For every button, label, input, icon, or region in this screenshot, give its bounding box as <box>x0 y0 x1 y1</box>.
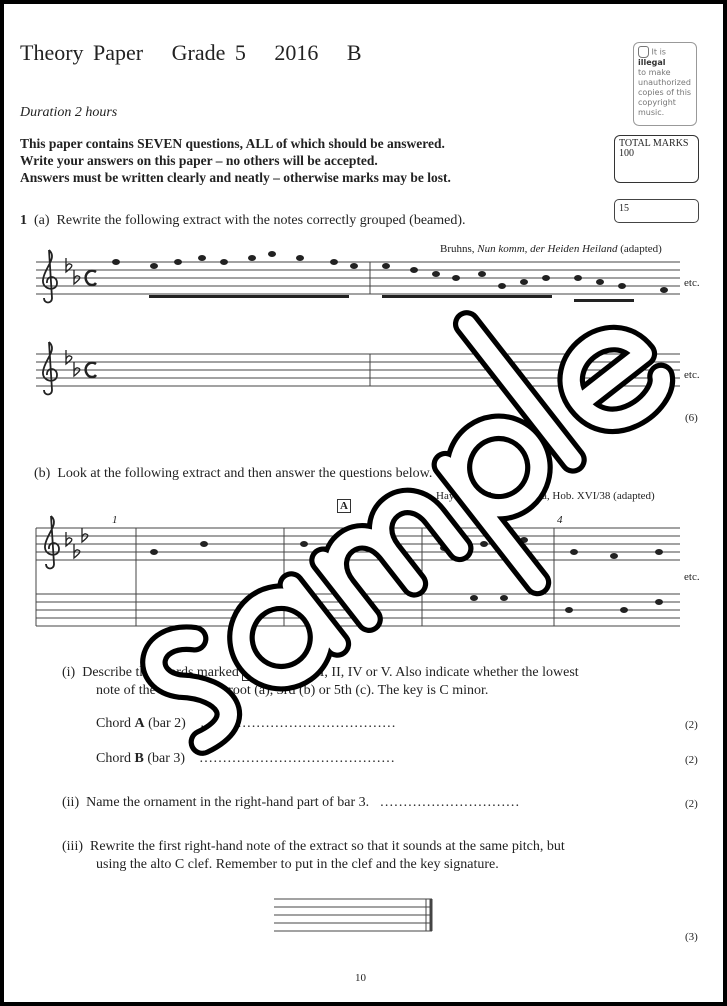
instruction-line: Write your answers on this paper – no others will be accepted. <box>20 153 378 168</box>
etc-label: etc. <box>684 571 700 583</box>
marks: (2) <box>685 719 698 731</box>
q1b-prompt: (b) Look at the following extract and then answer the questions below. <box>34 466 433 481</box>
q1a-source: Bruhns, Nun komm, der Heiden Heiland (adapted) <box>440 243 662 255</box>
marks: (6) <box>685 412 698 424</box>
treble-clef-icon <box>45 516 59 569</box>
common-time-icon <box>86 271 96 377</box>
question-marks-box: 15 <box>614 199 699 223</box>
chord-a-marker: A <box>337 499 351 513</box>
treble-clef-icon <box>43 250 57 303</box>
staff-q1b-treble <box>36 528 680 560</box>
instruction-line: Answers must be written clearly and neatly – otherwise marks may be lost. <box>20 170 451 185</box>
marks: (2) <box>685 754 698 766</box>
q1b-iii: (iii) Rewrite the first right-hand note of the extract so that it sounds at the same pitch, but using the alto C clef. Remember to put in the clef and the key signature. <box>62 839 565 872</box>
chord-b-marker: B <box>492 509 505 523</box>
hand-icon <box>638 46 649 58</box>
marks: (2) <box>685 798 698 810</box>
page-number: 10 <box>355 972 366 984</box>
bar-number: 3 <box>424 514 430 526</box>
q1b-i: (i) Describe the chords marked A and B as I, II, IV or V. Also indicate whether the lowest note of the chord is the root (a), 3rd (b) or 5th (c). The key is C minor. <box>62 665 579 698</box>
instruction-line: This paper contains SEVEN questions, ALL of which should be answered. <box>20 136 445 151</box>
bar-number: 1 <box>112 514 118 526</box>
etc-label: etc. <box>684 369 700 381</box>
chord-a-answer[interactable]: Chord A (bar 2) …………………………………… <box>96 716 396 731</box>
staff-q1a-original <box>36 262 680 294</box>
q1b-source: Haydn, Keyboard Sonata, Hob. XVI/38 (adapted) <box>436 490 655 502</box>
page-title: Theory Paper Grade 5 2016 B <box>20 40 362 65</box>
staff-q1b-bass <box>36 594 680 626</box>
staff-q1a-answer <box>36 354 680 386</box>
marks: (3) <box>685 931 698 943</box>
notes <box>112 251 668 613</box>
treble-clef-icon <box>43 342 57 395</box>
etc-label: etc. <box>684 277 700 289</box>
key-signature <box>66 258 88 558</box>
exam-page <box>4 4 723 1002</box>
q1a-prompt: 1 (a) Rewrite the following extract with the notes correctly grouped (beamed). <box>20 213 466 228</box>
instructions <box>20 135 451 186</box>
staff-q1b-iii <box>274 899 432 931</box>
q1b-ii[interactable]: (ii) Name the ornament in the right-hand part of bar 3. ………………………… <box>62 795 520 810</box>
total-marks-box: TOTAL MARKS 100 <box>614 135 699 183</box>
bar-number: 4 <box>557 514 563 526</box>
copyright-notice: It is illegal to make unauthorized copies of this copyright music. <box>633 42 697 126</box>
duration: Duration 2 hours <box>20 105 118 120</box>
chord-b-answer[interactable]: Chord B (bar 3) …………………………………… <box>96 751 396 766</box>
